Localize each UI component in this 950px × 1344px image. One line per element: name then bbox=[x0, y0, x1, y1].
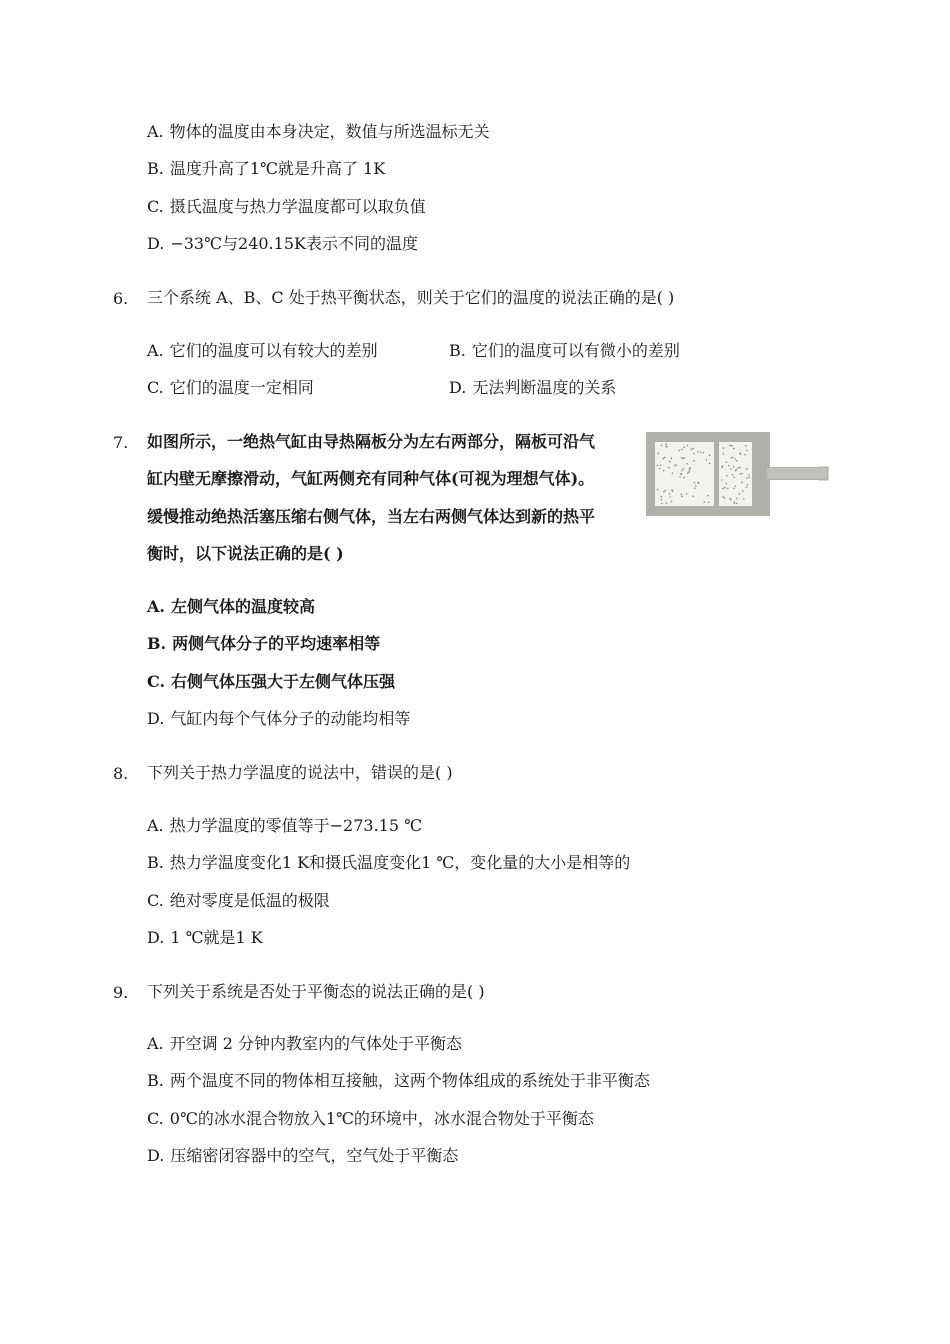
gas-molecule-dot bbox=[666, 502, 668, 504]
gas-molecule-dot bbox=[658, 453, 660, 455]
gas-molecule-dot bbox=[676, 464, 678, 466]
gas-molecule-dot bbox=[683, 446, 685, 448]
gas-molecule-dot bbox=[735, 470, 737, 472]
gas-molecule-dot bbox=[726, 475, 728, 477]
q7-number: 7. bbox=[113, 433, 129, 452]
gas-molecule-dot bbox=[746, 487, 748, 489]
gas-molecule-dot bbox=[734, 458, 736, 460]
q9-number: 9. bbox=[113, 983, 129, 1002]
gas-molecule-dot bbox=[674, 465, 676, 467]
gas-molecule-dot bbox=[681, 470, 683, 472]
gas-molecule-dot bbox=[688, 470, 690, 472]
gas-molecule-dot bbox=[707, 495, 709, 497]
gas-molecule-dot bbox=[669, 461, 671, 463]
gas-molecule-dot bbox=[726, 483, 728, 485]
gas-molecule-dot bbox=[733, 488, 735, 490]
gas-molecule-dot bbox=[730, 445, 732, 447]
gas-molecule-dot bbox=[746, 468, 748, 470]
gas-molecule-dot bbox=[680, 494, 682, 496]
gas-molecule-dot bbox=[666, 445, 668, 447]
q9-option-d: D. 压缩密闭容器中的空气，空气处于平衡态 bbox=[147, 1146, 459, 1165]
gas-molecule-dot bbox=[665, 490, 667, 492]
gas-molecule-dot bbox=[736, 503, 738, 505]
gas-molecule-dot bbox=[693, 453, 695, 455]
gas-molecule-dot bbox=[693, 495, 695, 497]
gas-molecule-dot bbox=[739, 493, 741, 495]
q7-option-b: B. 两侧气体分子的平均速率相等 bbox=[147, 634, 381, 653]
gas-molecule-dot bbox=[724, 497, 726, 499]
gas-molecule-dot bbox=[663, 491, 665, 493]
gas-molecule-dot bbox=[661, 496, 663, 498]
gas-molecule-dot bbox=[746, 477, 748, 479]
gas-molecule-dot bbox=[660, 465, 662, 467]
gas-molecule-dot bbox=[663, 470, 665, 472]
gas-molecule-dot bbox=[728, 465, 730, 467]
right-chamber bbox=[719, 442, 752, 506]
q9-option-b: B. 两个温度不同的物体相互接触，这两个物体组成的系统处于非平衡态 bbox=[147, 1071, 650, 1090]
gas-molecule-dot bbox=[694, 482, 696, 484]
gas-molecule-dot bbox=[723, 447, 725, 449]
gas-molecule-dot bbox=[726, 461, 728, 463]
gas-molecule-dot bbox=[693, 460, 695, 462]
gas-molecule-dot bbox=[689, 471, 691, 473]
q7-stem-line-3: 缓慢推动绝热活塞压缩右侧气体，当左右两侧气体达到新的热平 bbox=[147, 507, 596, 526]
gas-molecule-dot bbox=[669, 496, 671, 498]
gas-molecule-dot bbox=[735, 485, 737, 487]
gas-molecule-dot bbox=[741, 473, 743, 475]
gas-molecule-dot bbox=[722, 488, 724, 490]
gas-molecule-dot bbox=[741, 482, 743, 484]
q8-option-b: B. 热力学温度变化1 K和摄氏温度变化1 ℃，变化量的大小是相等的 bbox=[147, 853, 631, 872]
gas-molecule-dot bbox=[742, 490, 744, 492]
gas-molecule-dot bbox=[739, 473, 741, 475]
gas-molecule-dot bbox=[744, 454, 746, 456]
gas-molecule-dot bbox=[746, 450, 748, 452]
gas-molecule-dot bbox=[678, 450, 680, 452]
q5-option-d: D. −33℃与240.15K表示不同的温度 bbox=[147, 234, 418, 253]
gas-molecule-dot bbox=[668, 467, 670, 469]
gas-molecule-dot bbox=[681, 449, 683, 451]
gas-molecule-dot bbox=[681, 457, 683, 459]
gas-molecule-dot bbox=[729, 498, 731, 500]
gas-molecule-dot bbox=[703, 452, 705, 454]
gas-molecule-dot bbox=[745, 445, 747, 447]
q5-option-a: A. 物体的温度由本身决定，数值与所选温标无关 bbox=[147, 122, 490, 141]
q6-number: 6. bbox=[113, 289, 129, 308]
gas-molecule-dot bbox=[687, 445, 689, 447]
gas-molecule-dot bbox=[730, 499, 732, 501]
gas-molecule-dot bbox=[686, 493, 688, 495]
gas-molecule-dot bbox=[669, 493, 671, 495]
gas-molecule-dot bbox=[723, 453, 725, 455]
gas-molecule-dot bbox=[663, 458, 665, 460]
cylinder-piston-figure bbox=[645, 430, 831, 518]
gas-molecule-dot bbox=[733, 476, 735, 478]
gas-molecule-dot bbox=[700, 451, 702, 453]
gas-molecule-dot bbox=[683, 468, 685, 470]
gas-molecule-dot bbox=[730, 468, 732, 470]
gas-molecule-dot bbox=[671, 489, 673, 491]
gas-molecule-dot bbox=[733, 448, 735, 450]
q5-option-c: C. 摄氏温度与热力学温度都可以取负值 bbox=[147, 197, 426, 216]
gas-molecule-dot bbox=[721, 467, 723, 469]
gas-molecule-dot bbox=[740, 453, 742, 455]
gas-molecule-dot bbox=[664, 457, 666, 459]
gas-molecule-dot bbox=[672, 473, 674, 475]
gas-molecule-dot bbox=[681, 496, 683, 498]
gas-molecule-dot bbox=[691, 448, 693, 450]
gas-molecule-dot bbox=[748, 474, 750, 476]
gas-molecule-dot bbox=[734, 503, 736, 505]
gas-molecule-dot bbox=[708, 501, 710, 503]
gas-molecule-dot bbox=[657, 465, 659, 467]
gas-molecule-dot bbox=[724, 487, 726, 489]
gas-molecule-dot bbox=[709, 455, 711, 457]
gas-molecule-dot bbox=[722, 496, 724, 498]
gas-molecule-dot bbox=[661, 499, 663, 501]
gas-molecule-dot bbox=[732, 474, 734, 476]
q5-option-b: B. 温度升高了1℃就是升高了 1K bbox=[147, 159, 386, 178]
gas-molecule-dot bbox=[727, 488, 729, 490]
gas-molecule-dot bbox=[689, 467, 691, 469]
gas-molecule-dot bbox=[687, 472, 689, 474]
gas-molecule-dot bbox=[694, 487, 696, 489]
q6-option-a: A. 它们的温度可以有较大的差别 bbox=[147, 341, 378, 360]
gas-molecule-dot bbox=[736, 498, 738, 500]
q8-option-d: D. 1 ℃就是1 K bbox=[147, 928, 263, 947]
gas-molecule-dot bbox=[736, 460, 738, 462]
gas-molecule-dot bbox=[732, 445, 734, 447]
gas-molecule-dot bbox=[661, 445, 663, 447]
gas-molecule-dot bbox=[697, 451, 699, 453]
gas-molecule-dot bbox=[709, 463, 711, 465]
gas-molecule-dot bbox=[697, 482, 699, 484]
gas-molecule-dot bbox=[665, 443, 667, 445]
gas-molecule-dot bbox=[657, 489, 659, 491]
gas-molecule-dot bbox=[680, 473, 682, 475]
q7-stem-line-2: 缸内壁无摩擦滑动，气缸两侧充有同种气体(可视为理想气体)。 bbox=[147, 469, 595, 488]
gas-molecule-dot bbox=[733, 466, 735, 468]
q8-number: 8. bbox=[113, 764, 129, 783]
gas-molecule-dot bbox=[748, 477, 750, 479]
gas-molecule-dot bbox=[671, 457, 673, 459]
gas-molecule-dot bbox=[734, 501, 736, 503]
q7-option-a: A. 左侧气体的温度较高 bbox=[147, 597, 315, 616]
q9-option-a: A. 开空调 2 分钟内教室内的气体处于平衡态 bbox=[147, 1034, 462, 1053]
q8-stem: 下列关于热力学温度的说法中，错误的是( ) bbox=[147, 763, 453, 782]
q7-stem-line-4: 衡时，以下说法正确的是( ) bbox=[147, 544, 344, 563]
q9-stem: 下列关于系统是否处于平衡态的说法正确的是( ) bbox=[147, 982, 485, 1001]
gas-molecule-dot bbox=[695, 485, 697, 487]
q7-option-d: D. 气缸内每个气体分子的动能均相等 bbox=[147, 709, 411, 728]
gas-molecule-dot bbox=[703, 501, 705, 503]
gas-molecule-dot bbox=[706, 459, 708, 461]
gas-molecule-dot bbox=[732, 457, 734, 459]
q8-option-a: A. 热力学温度的零值等于−273.15 ℃ bbox=[147, 816, 423, 835]
gas-molecule-dot bbox=[679, 476, 681, 478]
piston bbox=[752, 442, 758, 506]
gas-molecule-dot bbox=[730, 457, 732, 459]
gas-molecule-dot bbox=[683, 477, 685, 479]
gas-molecule-dot bbox=[659, 468, 661, 470]
gas-molecule-dot bbox=[682, 457, 684, 459]
q6-option-d: D. 无法判断温度的关系 bbox=[449, 378, 617, 397]
partition bbox=[714, 442, 719, 506]
gas-molecule-dot bbox=[661, 503, 663, 505]
q7-option-c: C. 右侧气体压强大于左侧气体压强 bbox=[147, 672, 396, 691]
q6-stem: 三个系统 A、B、C 处于热平衡状态，则关于它们的温度的说法正确的是( ) bbox=[147, 288, 675, 307]
gas-molecule-dot bbox=[747, 484, 749, 486]
q6-option-b: B. 它们的温度可以有微小的差别 bbox=[449, 341, 680, 360]
q9-option-c: C. 0℃的冰水混合物放入1℃的环境中，冰水混合物处于平衡态 bbox=[147, 1109, 594, 1128]
gas-molecule-dot bbox=[686, 463, 688, 465]
gas-molecule-dot bbox=[738, 467, 740, 469]
gas-molecule-dot bbox=[692, 448, 694, 450]
gas-molecule-dot bbox=[671, 501, 673, 503]
q6-option-c: C. 它们的温度一定相同 bbox=[147, 378, 314, 397]
gas-molecule-dot bbox=[684, 457, 686, 459]
gas-molecule-dot bbox=[743, 498, 745, 500]
gas-molecule-dot bbox=[721, 479, 723, 481]
q8-option-c: C. 绝对零度是低温的极限 bbox=[147, 891, 330, 910]
gas-molecule-dot bbox=[739, 467, 741, 469]
left-chamber bbox=[655, 442, 714, 506]
q7-stem-line-1: 如图所示，一绝热气缸由导热隔板分为左右两部分，隔板可沿气 bbox=[147, 432, 596, 451]
